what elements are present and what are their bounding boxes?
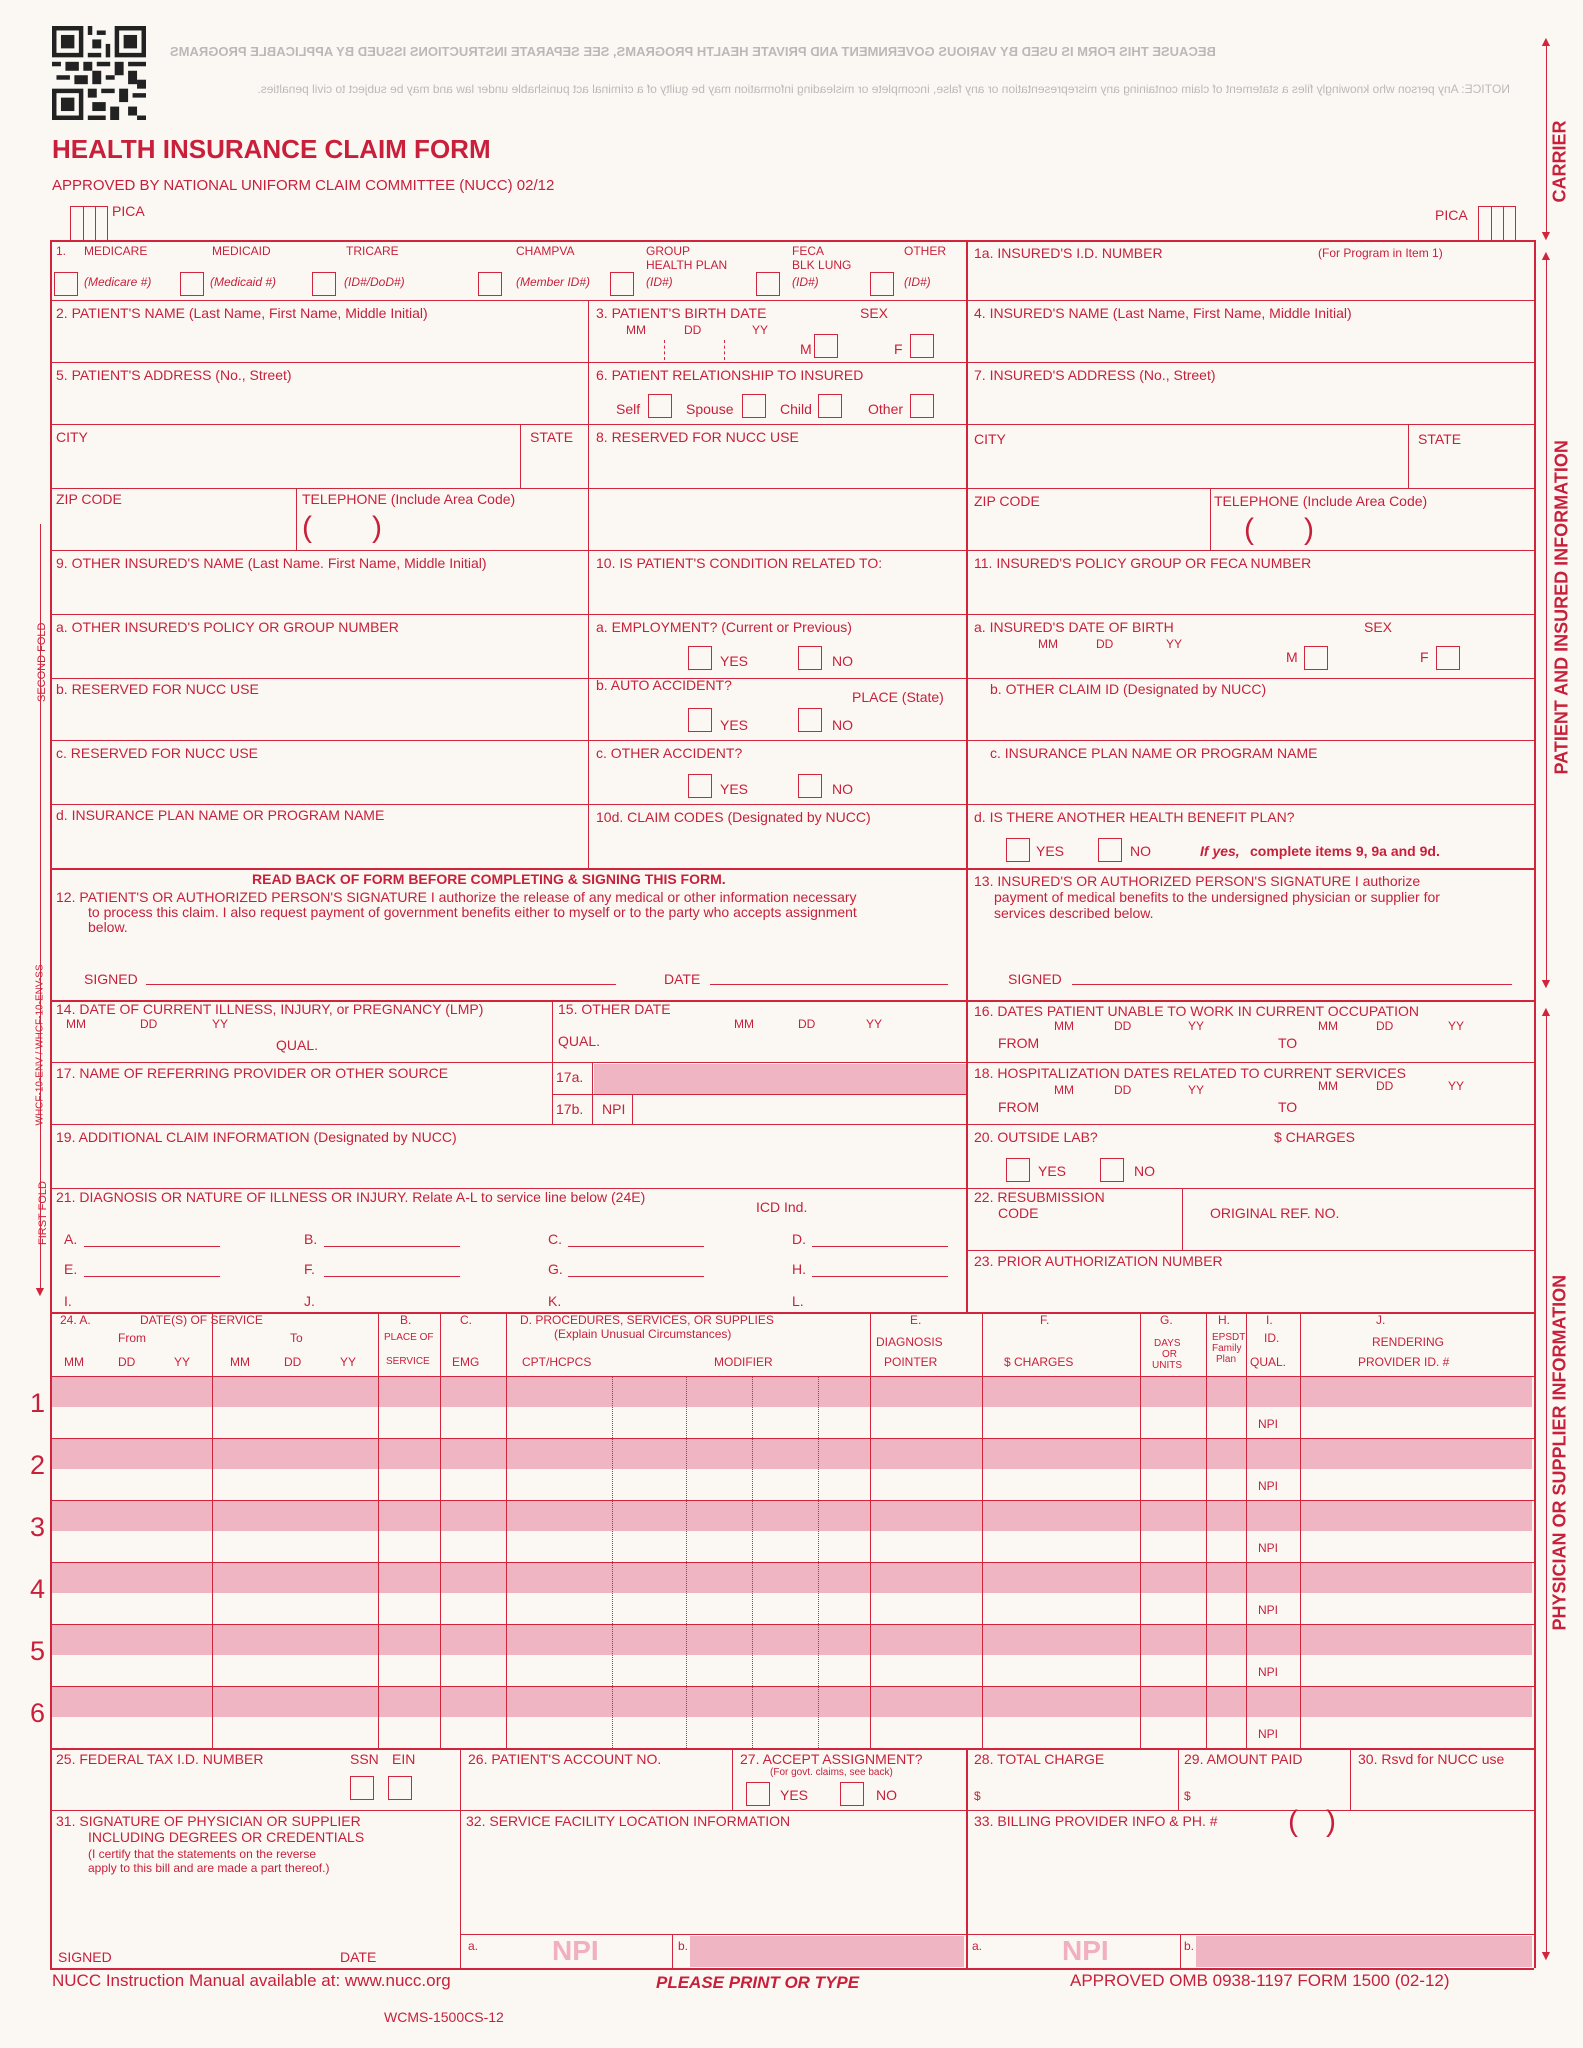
- if-yes: If yes,: [1200, 843, 1240, 859]
- side-first-fold: FIRST FOLD: [37, 1181, 49, 1245]
- line-2-shaded[interactable]: [52, 1439, 1532, 1469]
- item5-label: 5. PATIENT'S ADDRESS (No., Street): [56, 367, 292, 383]
- line-number-2: 2: [30, 1450, 46, 1480]
- item11a-f: F: [1420, 649, 1429, 665]
- item18-from-dd: DD: [1114, 1083, 1132, 1097]
- insured-sex-m-checkbox[interactable]: [1304, 646, 1328, 670]
- item14-yy: YY: [212, 1017, 229, 1031]
- item10a-label: a. EMPLOYMENT? (Current or Previous): [596, 619, 852, 635]
- insured-state-label: STATE: [1418, 431, 1462, 447]
- item25-label: 25. FEDERAL TAX I.D. NUMBER: [56, 1751, 264, 1767]
- item33a: a.: [972, 1939, 983, 1953]
- insured-signed: SIGNED: [1008, 971, 1062, 987]
- patient-city-label: CITY: [56, 429, 88, 445]
- item24-plan: Plan: [1216, 1354, 1237, 1365]
- line-3-npi: NPI: [1258, 1541, 1279, 1555]
- other-acc-yes: YES: [720, 781, 749, 797]
- item24i: I.: [1266, 1313, 1273, 1327]
- rel-child-checkbox[interactable]: [818, 394, 842, 418]
- item15-label: 15. OTHER DATE: [558, 1001, 671, 1017]
- item22-code: CODE: [998, 1205, 1039, 1221]
- diag-i: I.: [64, 1293, 72, 1309]
- item3-f: F: [894, 341, 903, 357]
- item17a-label: 17a.: [556, 1069, 584, 1085]
- item10d-label: 10d. CLAIM CODES (Designated by NUCC): [596, 809, 871, 825]
- insured-zip-label: ZIP CODE: [974, 493, 1040, 509]
- qr-code-icon: [52, 26, 146, 120]
- ssn-checkbox[interactable]: [350, 1776, 374, 1800]
- item24-yy2: YY: [340, 1355, 357, 1369]
- employment-no-checkbox[interactable]: [798, 646, 822, 670]
- item15-dd: DD: [798, 1017, 816, 1031]
- line-number-5: 5: [30, 1636, 46, 1666]
- insured-phone-paren-close: ): [1304, 513, 1314, 546]
- item13-text-3: services described below.: [994, 905, 1154, 921]
- item24-units: UNITS: [1152, 1360, 1182, 1371]
- line-4-shaded[interactable]: [52, 1563, 1532, 1593]
- item24b: B.: [400, 1313, 412, 1327]
- item16-from-dd: DD: [1114, 1019, 1132, 1033]
- feca-label-2: BLK LUNG: [792, 258, 852, 272]
- accept-no: NO: [876, 1787, 897, 1803]
- item3-mm: MM: [626, 323, 646, 337]
- rel-self-label: Self: [616, 401, 641, 417]
- employment-yes-checkbox[interactable]: [688, 646, 712, 670]
- item10c-label: c. OTHER ACCIDENT?: [596, 745, 743, 761]
- auto-yes-checkbox[interactable]: [688, 708, 712, 732]
- item3-m: M: [800, 341, 812, 357]
- item9b-label: b. RESERVED FOR NUCC USE: [56, 681, 259, 697]
- insured-sex-f-checkbox[interactable]: [1436, 646, 1460, 670]
- item32a: a.: [468, 1939, 479, 1953]
- diag-h: H.: [792, 1261, 806, 1277]
- arrow-down-icon: ▼: [33, 1283, 47, 1299]
- tricare-id: (ID#/DoD#): [344, 275, 405, 289]
- side-form-code: WHCF-10-ENV / WHCF-10-ENV-SS: [34, 964, 46, 1126]
- side-patient: PATIENT AND INSURED INFORMATION: [1551, 440, 1572, 775]
- item3-dd: DD: [684, 323, 702, 337]
- item33-label: 33. BILLING PROVIDER INFO & PH. #: [974, 1813, 1218, 1829]
- feca-checkbox[interactable]: [756, 272, 780, 296]
- side-carrier: CARRIER: [1549, 120, 1570, 203]
- footer-print: PLEASE PRINT OR TYPE: [656, 1973, 860, 1992]
- auto-no-checkbox[interactable]: [798, 708, 822, 732]
- item11-label: 11. INSURED'S POLICY GROUP OR FECA NUMBER: [974, 555, 1312, 571]
- item32b: b.: [678, 1939, 689, 1953]
- item28-label: 28. TOTAL CHARGE: [974, 1751, 1105, 1767]
- other-acc-no-checkbox[interactable]: [798, 774, 822, 798]
- item29-dollar: $: [1184, 1789, 1191, 1803]
- item11a-dd: DD: [1096, 637, 1114, 651]
- read-back-instruction: READ BACK OF FORM BEFORE COMPLETING & SIGNING THIS FORM.: [252, 871, 726, 887]
- item24g: G.: [1160, 1313, 1173, 1327]
- item24-dates: DATE(S) OF SERVICE: [140, 1313, 263, 1327]
- item24-qual: QUAL.: [1250, 1355, 1287, 1369]
- item24a: 24. A.: [60, 1313, 91, 1327]
- billing-phone-paren-close: ): [1326, 1805, 1336, 1838]
- other-acc-no: NO: [832, 781, 853, 797]
- item16-from: FROM: [998, 1035, 1040, 1051]
- pica-left-boxes[interactable]: [70, 206, 108, 242]
- item12-text-3: below.: [88, 919, 128, 935]
- outside-lab-no-checkbox[interactable]: [1100, 1158, 1124, 1182]
- item21-label: 21. DIAGNOSIS OR NATURE OF ILLNESS OR INJURY. Relate A-L to service line below (24E): [56, 1189, 646, 1205]
- item23-label: 23. PRIOR AUTHORIZATION NUMBER: [974, 1253, 1223, 1269]
- item16-to-mm: MM: [1318, 1019, 1338, 1033]
- item18-to-mm: MM: [1318, 1079, 1338, 1093]
- item33b: b.: [1184, 1939, 1195, 1953]
- accept-yes: YES: [780, 1787, 809, 1803]
- item16-to-yy: YY: [1448, 1019, 1465, 1033]
- line-number-1: 1: [30, 1388, 46, 1418]
- other-plan-yes-checkbox[interactable]: [1006, 838, 1030, 862]
- rel-other-label: Other: [868, 401, 904, 417]
- item9a-label: a. OTHER INSURED'S POLICY OR GROUP NUMBER: [56, 619, 399, 635]
- item28-dollar: $: [974, 1789, 981, 1803]
- item9d-label: d. INSURANCE PLAN NAME OR PROGRAM NAME: [56, 807, 385, 823]
- medicaid-label: MEDICAID: [212, 244, 271, 258]
- line-6-shaded[interactable]: [52, 1687, 1532, 1717]
- item18-to-dd: DD: [1376, 1079, 1394, 1093]
- item24-to: To: [290, 1331, 303, 1345]
- patient-zip-label: ZIP CODE: [56, 491, 122, 507]
- arrow-down-icon: ▼: [1539, 975, 1553, 991]
- item24h: H.: [1218, 1313, 1230, 1327]
- patient-sign-date: DATE: [664, 971, 701, 987]
- line-1-npi: NPI: [1258, 1417, 1279, 1431]
- item10-label: 10. IS PATIENT'S CONDITION RELATED TO:: [596, 555, 883, 571]
- rel-spouse-label: Spouse: [686, 401, 734, 417]
- physician-signed: SIGNED: [58, 1949, 112, 1965]
- item18-to: TO: [1278, 1099, 1298, 1115]
- other-id: (ID#): [904, 275, 931, 289]
- auto-no: NO: [832, 717, 853, 733]
- diag-k: K.: [548, 1293, 562, 1309]
- item24-from: From: [118, 1331, 146, 1345]
- item24c: C.: [460, 1313, 472, 1327]
- item4-label: 4. INSURED'S NAME (Last Name, First Name, Middle Initial): [974, 305, 1352, 321]
- item12-text-1: 12. PATIENT'S OR AUTHORIZED PERSON'S SIGNATURE I authorize the release of any medical or other information necessary: [56, 889, 857, 905]
- original-ref: ORIGINAL REF. NO.: [1210, 1205, 1340, 1221]
- item3-label: 3. PATIENT'S BIRTH DATE: [596, 305, 767, 321]
- item24-diagnosis: DIAGNOSIS: [876, 1335, 943, 1349]
- item9-label: 9. OTHER INSURED'S NAME (Last Name. First Name, Middle Initial): [56, 555, 487, 571]
- rel-spouse-checkbox[interactable]: [742, 394, 766, 418]
- medicaid-checkbox[interactable]: [180, 272, 204, 296]
- item18-from: FROM: [998, 1099, 1040, 1115]
- patient-signed: SIGNED: [84, 971, 138, 987]
- medicare-id: (Medicare #): [84, 275, 152, 289]
- item18-to-yy: YY: [1448, 1079, 1465, 1093]
- item14-label: 14. DATE OF CURRENT ILLNESS, INJURY, or PREGNANCY (LMP): [56, 1001, 484, 1017]
- billing-phone-paren-open: (: [1288, 1805, 1298, 1838]
- arrow-up-icon: ▲: [1539, 33, 1553, 49]
- group-checkbox[interactable]: [610, 272, 634, 296]
- feca-id: (ID#): [792, 275, 819, 289]
- footer-nucc: NUCC Instruction Manual available at: www.nucc.org: [52, 1971, 451, 1990]
- other-plan-yes: YES: [1036, 843, 1065, 859]
- item11a-mm: MM: [1038, 637, 1058, 651]
- other-label: OTHER: [904, 244, 946, 258]
- rel-other-checkbox[interactable]: [910, 394, 934, 418]
- item6-label: 6. PATIENT RELATIONSHIP TO INSURED: [596, 367, 864, 383]
- patient-state-label: STATE: [530, 429, 574, 445]
- item24-service: SERVICE: [386, 1356, 430, 1367]
- line-2-npi: NPI: [1258, 1479, 1279, 1493]
- item14-dd: DD: [140, 1017, 158, 1031]
- item31-text-4: apply to this bill and are made a part thereof.): [88, 1861, 330, 1875]
- item24-place: PLACE OF: [384, 1332, 434, 1343]
- employment-no: NO: [832, 653, 853, 669]
- item16-from-mm: MM: [1054, 1019, 1074, 1033]
- item11a-label: a. INSURED'S DATE OF BIRTH: [974, 619, 1174, 635]
- diag-g: G.: [548, 1261, 563, 1277]
- footer-approved: APPROVED OMB 0938-1197 FORM 1500 (02-12): [1070, 1971, 1450, 1990]
- item17-label: 17. NAME OF REFERRING PROVIDER OR OTHER SOURCE: [56, 1065, 449, 1081]
- medicare-label: MEDICARE: [84, 244, 148, 258]
- pica-right-boxes[interactable]: [1478, 206, 1516, 242]
- item17b-npi: NPI: [602, 1101, 626, 1117]
- employment-yes: YES: [720, 653, 749, 669]
- tricare-label: TRICARE: [346, 244, 399, 258]
- form-title: HEALTH INSURANCE CLAIM FORM: [52, 134, 491, 164]
- champva-id: (Member ID#): [516, 275, 591, 289]
- item24-id: ID.: [1264, 1331, 1280, 1345]
- side-physician: PHYSICIAN OR SUPPLIER INFORMATION: [1549, 1274, 1570, 1631]
- item12-text-2: to process this claim. I also request payment of government benefits either to myself or to the party who accepts assignment: [88, 904, 857, 920]
- rel-child-label: Child: [780, 401, 812, 417]
- outside-lab-yes: YES: [1038, 1163, 1067, 1179]
- item11a-sex: SEX: [1364, 619, 1393, 635]
- item24-mm1: MM: [64, 1355, 84, 1369]
- item32-label: 32. SERVICE FACILITY LOCATION INFORMATION: [466, 1813, 791, 1829]
- item24d-2: (Explain Unusual Circumstances): [554, 1327, 732, 1341]
- item14-qual: QUAL.: [276, 1037, 319, 1053]
- item27-note: (For govt. claims, see back): [770, 1767, 893, 1778]
- item24-family: Family: [1212, 1343, 1242, 1354]
- item11b-label: b. OTHER CLAIM ID (Designated by NUCC): [990, 681, 1267, 697]
- item24d: D. PROCEDURES, SERVICES, OR SUPPLIES: [520, 1313, 774, 1327]
- item24-epsdt: EPSDT: [1212, 1332, 1246, 1343]
- patient-phone-paren-close: ): [372, 511, 382, 544]
- icd-ind: ICD Ind.: [756, 1199, 808, 1215]
- item24-charges: $ CHARGES: [1004, 1355, 1074, 1369]
- pica-left: PICA: [112, 203, 145, 219]
- item24-or: OR: [1162, 1349, 1177, 1360]
- line-1-shaded[interactable]: [52, 1377, 1532, 1407]
- item26-label: 26. PATIENT'S ACCOUNT NO.: [468, 1751, 662, 1767]
- item11c-label: c. INSURANCE PLAN NAME OR PROGRAM NAME: [990, 745, 1318, 761]
- item19-label: 19. ADDITIONAL CLAIM INFORMATION (Designated by NUCC): [56, 1129, 457, 1145]
- group-id: (ID#): [646, 275, 673, 289]
- accept-no-checkbox[interactable]: [840, 1782, 864, 1806]
- item7-label: 7. INSURED'S ADDRESS (No., Street): [974, 367, 1216, 383]
- insured-city-label: CITY: [974, 431, 1006, 447]
- item16-label: 16. DATES PATIENT UNABLE TO WORK IN CURRENT OCCUPATION: [974, 1003, 1419, 1019]
- item20-charges: $ CHARGES: [1274, 1129, 1355, 1145]
- item16-to: TO: [1278, 1035, 1298, 1051]
- medicare-checkbox[interactable]: [54, 272, 78, 296]
- item30-label: 30. Rsvd for NUCC use: [1358, 1751, 1505, 1767]
- item13-text-2: payment of medical benefits to the undersigned physician or supplier for: [994, 889, 1440, 905]
- diag-j: J.: [304, 1293, 315, 1309]
- item2-label: 2. PATIENT'S NAME (Last Name, First Name, Middle Initial): [56, 305, 428, 321]
- item11a-yy: YY: [1166, 637, 1183, 651]
- pica-right: PICA: [1435, 207, 1468, 223]
- if-yes-rest: complete items 9, 9a and 9d.: [1250, 843, 1440, 859]
- item20-label: 20. OUTSIDE LAB?: [974, 1129, 1098, 1145]
- line-6-npi: NPI: [1258, 1727, 1279, 1741]
- item32a-npi: NPI: [552, 1935, 599, 1966]
- physician-date: DATE: [340, 1949, 377, 1965]
- line-4-npi: NPI: [1258, 1603, 1279, 1617]
- item18-label: 18. HOSPITALIZATION DATES RELATED TO CURRENT SERVICES: [974, 1065, 1407, 1081]
- item16-from-yy: YY: [1188, 1019, 1205, 1033]
- line-3-shaded[interactable]: [52, 1501, 1532, 1531]
- diag-a: A.: [64, 1231, 78, 1247]
- item29-label: 29. AMOUNT PAID: [1184, 1751, 1303, 1767]
- line-5-npi: NPI: [1258, 1665, 1279, 1679]
- line-number-6: 6: [30, 1698, 46, 1728]
- diag-l: L.: [792, 1293, 804, 1309]
- ssn-label: SSN: [350, 1751, 379, 1767]
- item15-yy: YY: [866, 1017, 883, 1031]
- patient-sex-m-checkbox[interactable]: [814, 334, 838, 358]
- item24j: J.: [1376, 1313, 1386, 1327]
- other-checkbox[interactable]: [870, 272, 894, 296]
- rel-self-checkbox[interactable]: [648, 394, 672, 418]
- item11a-m: M: [1286, 649, 1298, 665]
- item27-label: 27. ACCEPT ASSIGNMENT?: [740, 1751, 923, 1767]
- outside-lab-yes-checkbox[interactable]: [1006, 1158, 1030, 1182]
- item24-provider: PROVIDER ID. #: [1358, 1355, 1450, 1369]
- accept-yes-checkbox[interactable]: [746, 1782, 770, 1806]
- item24-dd1: DD: [118, 1355, 136, 1369]
- item15-qual: QUAL.: [558, 1033, 601, 1049]
- item24-days: DAYS: [1154, 1338, 1181, 1349]
- item1a-label: 1a. INSURED'S I.D. NUMBER: [974, 245, 1163, 261]
- item31-text-2: INCLUDING DEGREES OR CREDENTIALS: [88, 1829, 365, 1845]
- item9c-label: c. RESERVED FOR NUCC USE: [56, 745, 258, 761]
- item24-modifier: MODIFIER: [714, 1355, 773, 1369]
- item3-sex: SEX: [860, 305, 889, 321]
- arrow-up-icon: ▲: [1539, 247, 1553, 263]
- item24-yy1: YY: [174, 1355, 191, 1369]
- patient-sex-f-checkbox[interactable]: [910, 334, 934, 358]
- notice-line-1: BECAUSE THIS FORM IS USED BY VARIOUS GOVERNMENT AND PRIVATE HEALTH PROGRAMS, SEE SEPARATE INSTRUCTIONS ISSUED BY APPLICABLE PROGRAMS: [170, 44, 1216, 59]
- item24-pointer: POINTER: [884, 1355, 938, 1369]
- line-number-3: 3: [30, 1512, 46, 1542]
- group-label: GROUP: [646, 244, 691, 258]
- diag-c: C.: [548, 1231, 562, 1247]
- tricare-checkbox[interactable]: [312, 272, 336, 296]
- other-plan-no: NO: [1130, 843, 1151, 859]
- item14-mm: MM: [66, 1017, 86, 1031]
- item24f: F.: [1040, 1313, 1050, 1327]
- item17b-label: 17b.: [556, 1101, 584, 1117]
- place-state-label: PLACE (State): [852, 689, 944, 705]
- item11d-label: d. IS THERE ANOTHER HEALTH BENEFIT PLAN?: [974, 809, 1295, 825]
- item24-dd2: DD: [284, 1355, 302, 1369]
- arrow-up-icon: ▲: [1539, 1003, 1553, 1019]
- item18-from-mm: MM: [1054, 1083, 1074, 1097]
- item24-cpt: CPT/HCPCS: [522, 1355, 592, 1369]
- arrow-down-icon: ▼: [1539, 1947, 1553, 1963]
- item8-label: 8. RESERVED FOR NUCC USE: [596, 429, 799, 445]
- diag-b: B.: [304, 1231, 318, 1247]
- item18-from-yy: YY: [1188, 1083, 1205, 1097]
- arrow-down-icon: ▼: [1539, 227, 1553, 243]
- other-acc-yes-checkbox[interactable]: [688, 774, 712, 798]
- group-label-2: HEALTH PLAN: [646, 258, 728, 272]
- item24-emg: EMG: [452, 1355, 480, 1369]
- outside-lab-no: NO: [1134, 1163, 1155, 1179]
- ein-label: EIN: [392, 1751, 416, 1767]
- patient-phone-paren-open: (: [302, 511, 312, 544]
- item24e: E.: [910, 1313, 922, 1327]
- item15-mm: MM: [734, 1017, 754, 1031]
- diag-f: F.: [304, 1261, 315, 1277]
- line-5-shaded[interactable]: [52, 1625, 1532, 1655]
- diag-d: D.: [792, 1231, 806, 1247]
- insured-phone-paren-open: (: [1244, 513, 1254, 546]
- item33a-npi: NPI: [1062, 1935, 1109, 1966]
- item22-label: 22. RESUBMISSION: [974, 1189, 1105, 1205]
- item24-rendering: RENDERING: [1372, 1335, 1445, 1349]
- item24-mm2: MM: [230, 1355, 250, 1369]
- diag-e: E.: [64, 1261, 78, 1277]
- item31-text-1: 31. SIGNATURE OF PHYSICIAN OR SUPPLIER: [56, 1813, 361, 1829]
- medicaid-id: (Medicaid #): [210, 275, 277, 289]
- footer-code: WCMS-1500CS-12: [384, 2009, 504, 2025]
- approved-nucc: APPROVED BY NATIONAL UNIFORM CLAIM COMMITTEE (NUCC) 02/12: [52, 177, 555, 194]
- champva-checkbox[interactable]: [478, 272, 502, 296]
- notice-line-2: NOTICE: Any person who knowingly files a statement of claim containing any misrepresentation or any false, incomplete or misleading information may be guilty of a criminal act punishable under law and may be subject to civil penalties.: [257, 82, 1510, 96]
- item13-text-1: 13. INSURED'S OR AUTHORIZED PERSON'S SIGNATURE I authorize: [974, 873, 1421, 889]
- item3-yy: YY: [752, 323, 769, 337]
- item10b-label: b. AUTO ACCIDENT?: [596, 677, 732, 693]
- auto-yes: YES: [720, 717, 749, 733]
- feca-label: FECA: [792, 244, 825, 258]
- ein-checkbox[interactable]: [388, 1776, 412, 1800]
- item31-text-3: (I certify that the statements on the reverse: [88, 1847, 317, 1861]
- item16-to-dd: DD: [1376, 1019, 1394, 1033]
- line-number-4: 4: [30, 1574, 46, 1604]
- insured-telephone-label: TELEPHONE (Include Area Code): [1214, 493, 1428, 509]
- item1-number: 1.: [56, 244, 67, 258]
- champva-label: CHAMPVA: [516, 244, 575, 258]
- patient-telephone-label: TELEPHONE (Include Area Code): [302, 491, 516, 507]
- item1a-note: (For Program in Item 1): [1318, 246, 1443, 260]
- other-plan-no-checkbox[interactable]: [1098, 838, 1122, 862]
- side-second-fold: SECOND FOLD: [36, 622, 48, 702]
